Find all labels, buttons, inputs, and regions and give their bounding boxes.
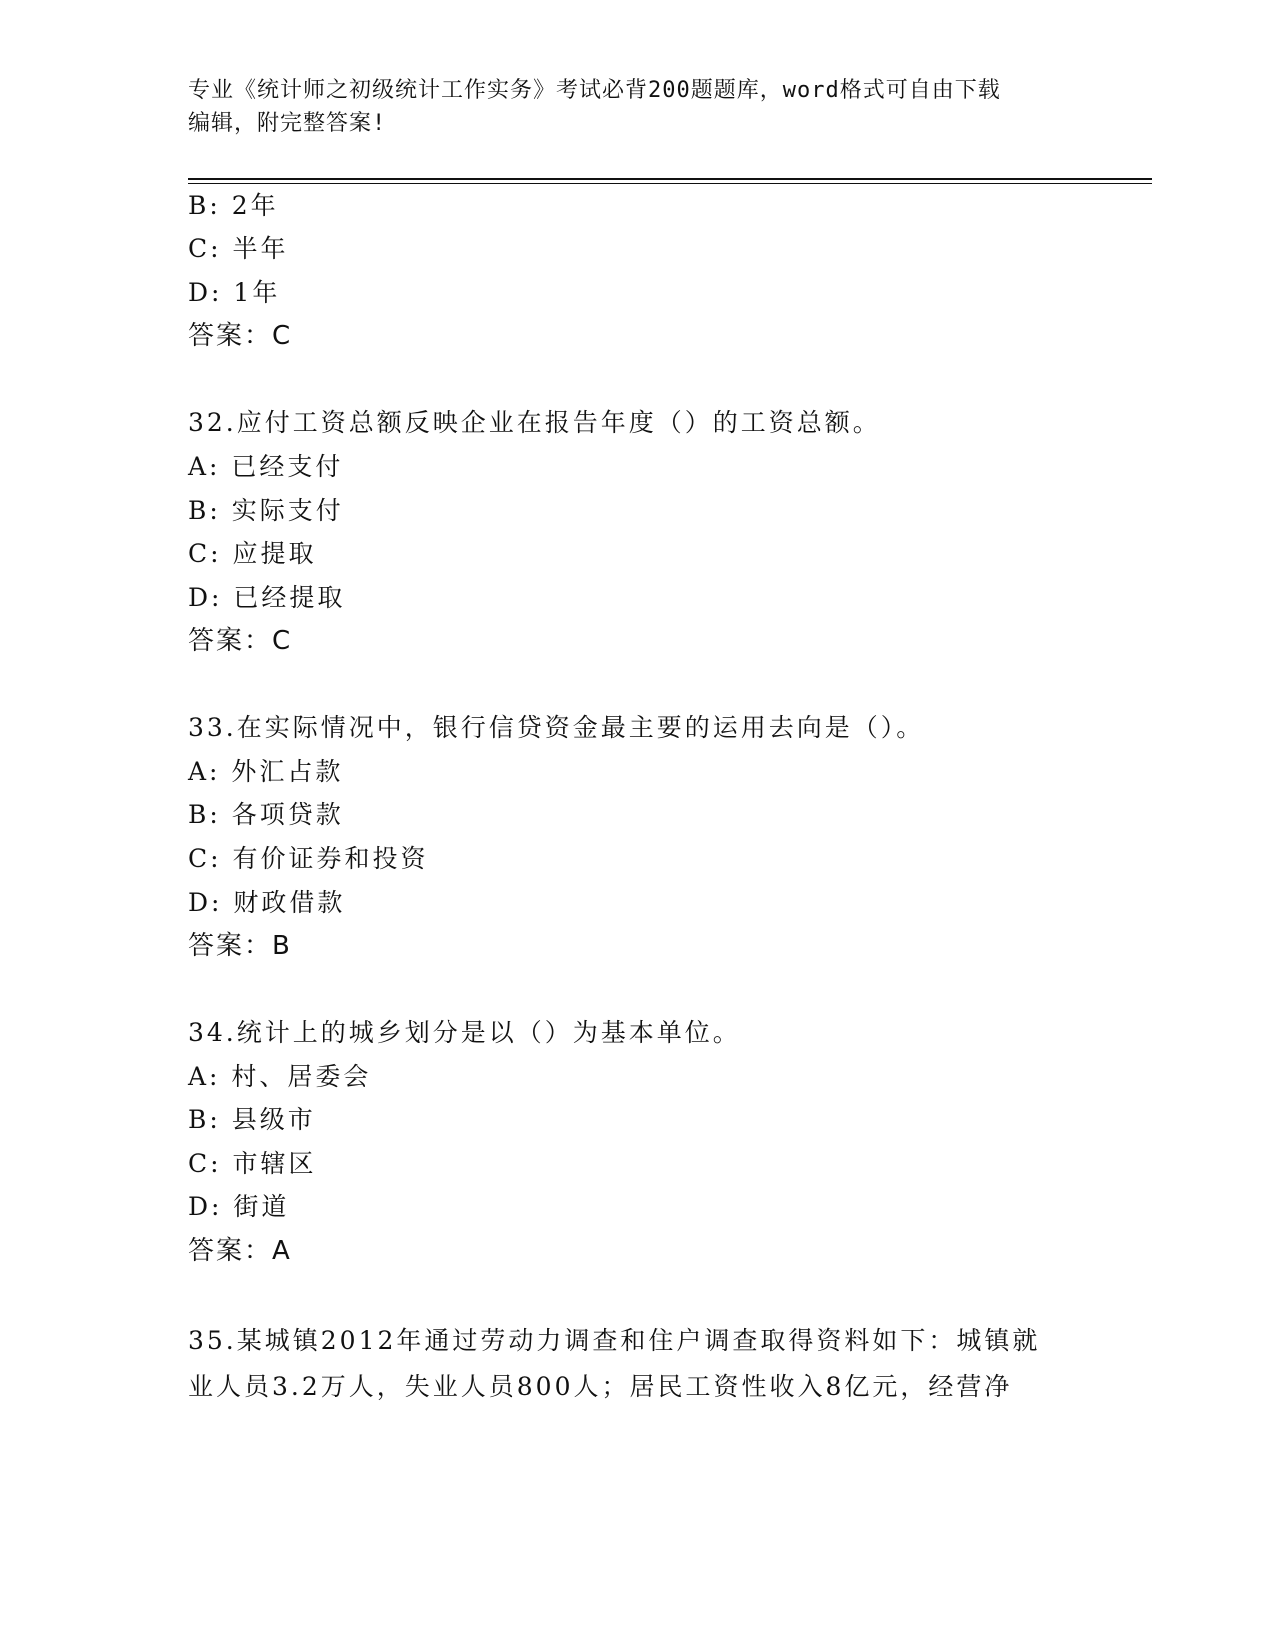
- q33-answer: 答案：B: [188, 931, 292, 961]
- q33-option-d: D: 财政借款: [188, 888, 346, 917]
- q34-option-d: D: 街道: [188, 1192, 290, 1221]
- header-divider-thin: [188, 183, 1152, 184]
- q32-option-c: C: 应提取: [188, 539, 317, 568]
- q34-answer: 答案：A: [188, 1236, 292, 1266]
- header-line-2: 编辑，附完整答案!: [188, 111, 387, 136]
- q34-stem: 34.统计上的城乡划分是以（）为基本单位。: [188, 1018, 741, 1047]
- q32-stem: 32.应付工资总额反映企业在报告年度（）的工资总额。: [188, 408, 881, 437]
- q33-option-a: A: 外汇占款: [188, 757, 344, 786]
- header-line-1: 专业《统计师之初级统计工作实务》考试必背200题题库，word格式可自由下载: [188, 78, 1001, 103]
- header-divider-thick: [188, 178, 1152, 180]
- q32-option-a: A: 已经支付: [188, 452, 344, 481]
- q35-stem-line-2: 业人员3.2万人，失业人员800人；居民工资性收入8亿元，经营净: [188, 1372, 1013, 1401]
- q31-option-c: C: 半年: [188, 234, 289, 263]
- q35-stem: [188, 1318, 1068, 1410]
- q34-option-b: B: 县级市: [188, 1105, 316, 1134]
- q33-option-c: C: 有价证券和投资: [188, 844, 429, 873]
- q32-answer: 答案：C: [188, 626, 293, 656]
- q33-stem: 33.在实际情况中，银行信贷资金最主要的运用去向是（）。: [188, 713, 925, 742]
- q31-option-b: B: 2年: [188, 191, 279, 220]
- q35-stem-line-1: 35.某城镇2012年通过劳动力调查和住户调查取得资料如下：城镇就: [188, 1326, 1041, 1355]
- document-header: [188, 74, 1068, 140]
- q31-answer: 答案：C: [188, 321, 293, 351]
- q31-option-d: D: 1年: [188, 278, 281, 307]
- q32-option-d: D: 已经提取: [188, 583, 346, 612]
- q33-option-b: B: 各项贷款: [188, 800, 344, 829]
- q34-option-c: C: 市辖区: [188, 1149, 317, 1178]
- q32-option-b: B: 实际支付: [188, 496, 344, 525]
- q34-option-a: A: 村、居委会: [188, 1062, 372, 1091]
